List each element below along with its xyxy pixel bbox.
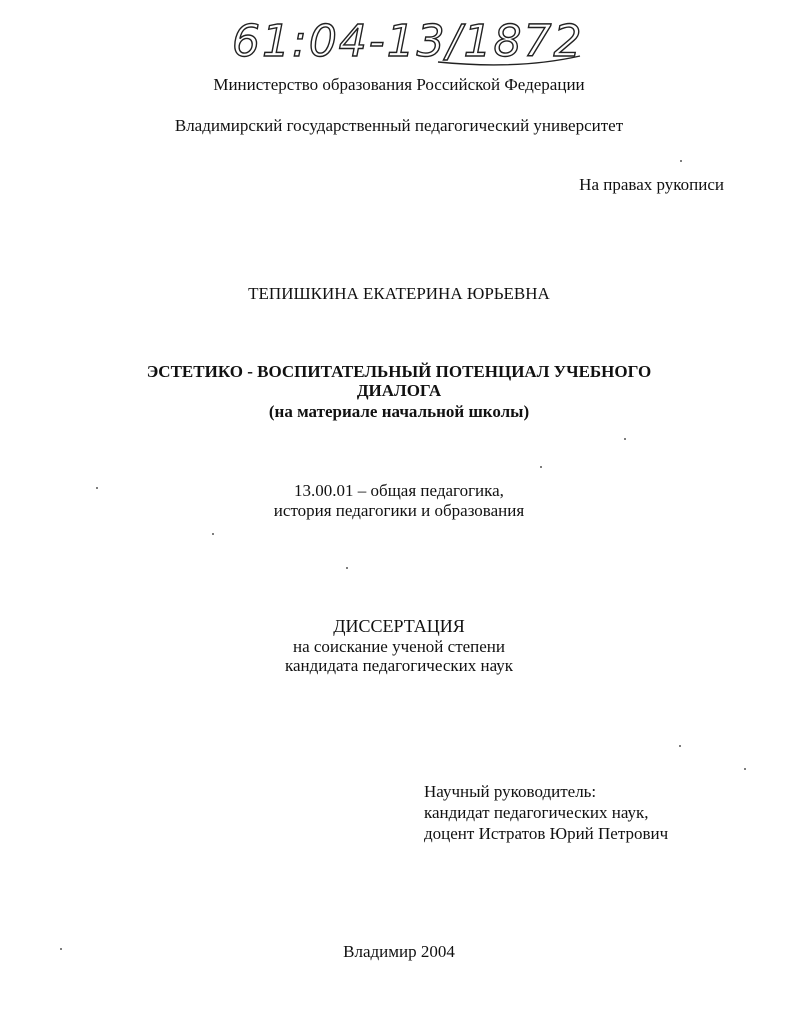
- university-name: Владимирский государственный педагогический университет: [174, 116, 624, 135]
- handwritten-archive-code: [228, 10, 588, 72]
- scan-speck: [212, 533, 214, 535]
- scan-speck: [679, 745, 681, 747]
- scan-speck: [624, 438, 626, 440]
- author-name: ТЕПИШКИНА ЕКАТЕРИНА ЮРЬЕВНА: [248, 284, 550, 303]
- supervisor-degree: кандидат педагогических наук,: [424, 803, 649, 822]
- scan-speck: [540, 466, 542, 468]
- specialty-name: история педагогики и образования: [273, 501, 525, 520]
- manuscript-rights-note: На правах рукописи: [579, 175, 724, 194]
- place-and-year: Владимир 2004: [343, 942, 455, 961]
- title-subtitle: (на материале начальной школы): [268, 402, 530, 421]
- scan-speck: [96, 487, 98, 489]
- scan-speck: [346, 567, 348, 569]
- scan-speck: [60, 948, 62, 950]
- specialty-code: 13.00.01 – общая педагогика,: [294, 481, 504, 500]
- supervisor-label: Научный руководитель:: [424, 782, 597, 801]
- degree-purpose: на соискание ученой степени: [292, 637, 506, 656]
- ministry-name: Министерство образования Российской Федерации: [213, 75, 585, 94]
- scan-speck: [744, 768, 746, 770]
- title-line-1: ЭСТЕТИКО - ВОСПИТАТЕЛЬНЫЙ ПОТЕНЦИАЛ УЧЕБНОГО: [146, 362, 652, 381]
- work-type-heading: ДИССЕРТАЦИЯ: [333, 616, 465, 636]
- title-line-2: ДИАЛОГА: [356, 381, 442, 400]
- archive-code-text: 61:04-13/1872: [232, 16, 584, 67]
- supervisor-name: доцент Истратов Юрий Петрович: [424, 824, 669, 843]
- degree-name: кандидата педагогических наук: [284, 656, 514, 675]
- scan-speck: [680, 160, 682, 162]
